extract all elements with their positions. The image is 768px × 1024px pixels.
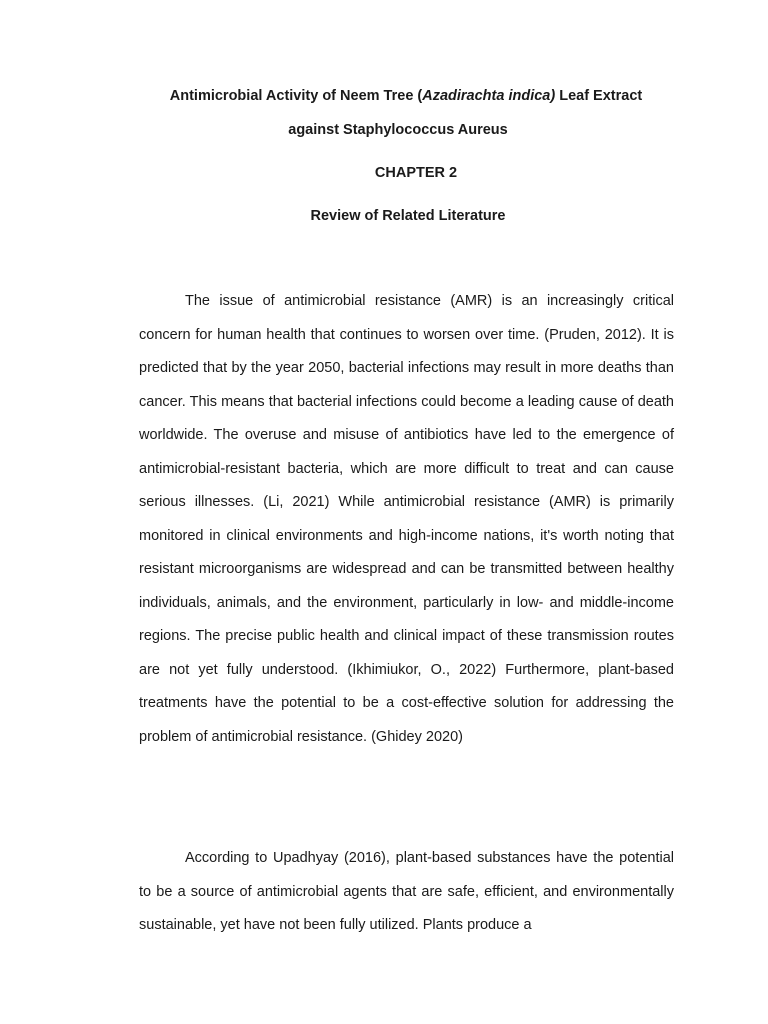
- title-part-2: Leaf Extract: [555, 88, 643, 104]
- document-title-line-1: [22, 86, 768, 106]
- title-part-1: Antimicrobial Activity of Neem Tree (: [169, 88, 423, 104]
- body-paragraph-2: According to Upadhyay (2016), plant-based substances have the potential to be a source of antimicrobial agents that are safe, efficient, and environmentally sustainable, yet have not been fully utilized. Plants produce a: [139, 850, 674, 933]
- title-italic-species: Azadirachta indica): [422, 88, 556, 104]
- chapter-heading: CHAPTER 2: [374, 165, 458, 181]
- document-title-line-2: against Staphylococcus Aureus: [288, 122, 508, 138]
- section-title: Review of Related Literature: [310, 208, 506, 224]
- body-paragraph-1: The issue of antimicrobial resistance (AMR) is an increasingly critical concern for human health that continues to worsen over time. (Pruden, 2012). It is predicted that by the year 2050, bacterial infections may result in more deaths than cancer. This means that bacterial infections could become a leading cause of death worldwide. The overuse and misuse of antibiotics have led to the emergence of antimicrobial-resistant bacteria, which are more difficult to treat and can cause serious illnesses. (Li, 2021) While antimicrobial resistance (AMR) is primarily monitored in clinical environments and high-income nations, it's worth noting that resistant microorganisms are widespread and can be transmitted between healthy individuals, animals, and the environment, particularly in low- and middle-income regions. The precise public health and clinical impact of these transmission routes are not yet fully understood. (Ikhimiukor, O., 2022) Furthermore, plant-based treatments have the potential to be a cost-effective solution for addressing the problem of antimicrobial resistance. (Ghidey 2020): [139, 293, 674, 745]
